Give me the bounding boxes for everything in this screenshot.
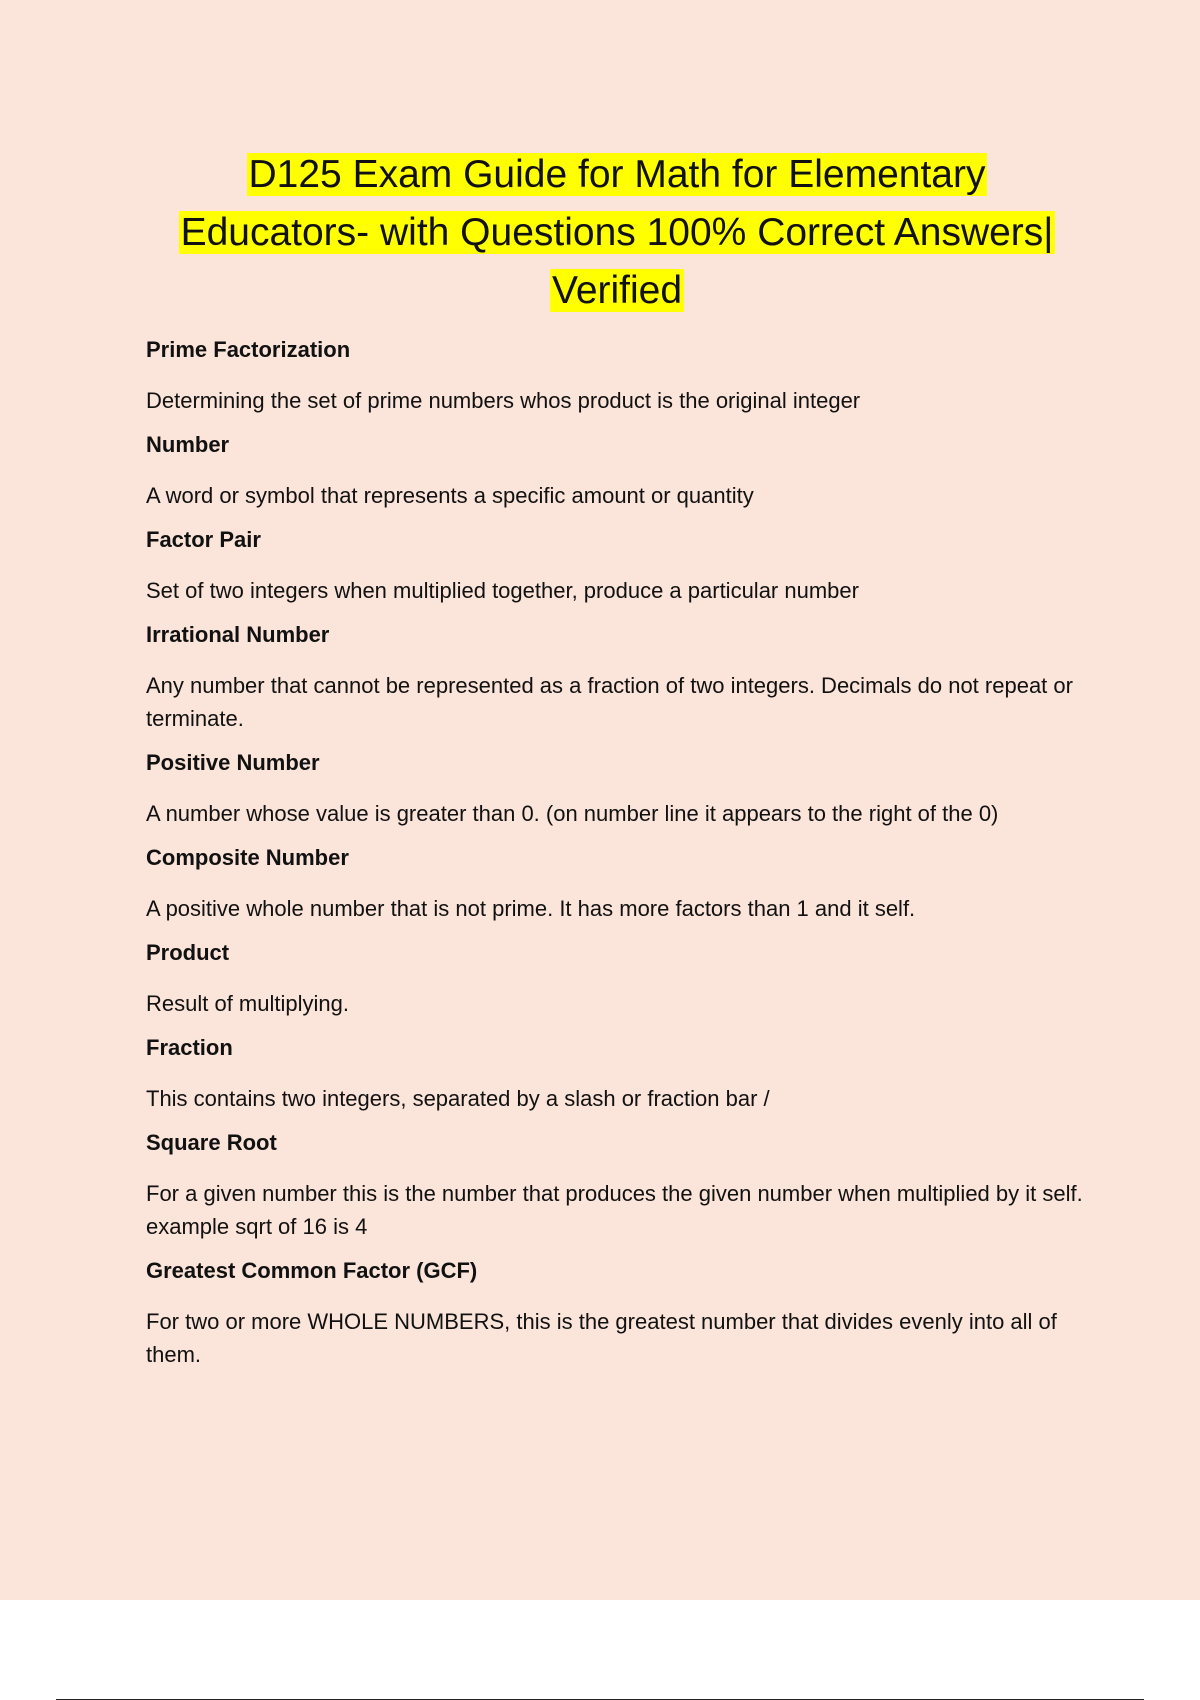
term-definition: This contains two integers, separated by a slash or fraction bar / [146,1086,770,1111]
term-definition: For two or more WHOLE NUMBERS, this is the greatest number that divides evenly into all of them. [146,1309,1057,1367]
term-definition: Result of multiplying. [146,991,349,1016]
title-line-1: D125 Exam Guide for Math for Elementary [248,153,986,196]
term-heading: Square Root [146,1130,277,1155]
term-heading: Number [146,432,230,457]
term-entry-factor-pair [146,526,1086,607]
term-heading: Irrational Number [146,622,330,647]
term-entry-composite-number [146,844,1086,925]
term-definition: A word or symbol that represents a specific amount or quantity [146,483,754,508]
title-line-3: Verified [551,269,683,312]
term-definition: Set of two integers when multiplied together, produce a particular number [146,578,859,603]
term-entry-prime-factorization [146,336,1086,417]
term-entry-fraction [146,1034,1086,1115]
term-list [146,336,1086,1385]
term-heading: Composite Number [146,845,349,870]
document-title [150,146,1084,320]
term-definition: Any number that cannot be represented as a fraction of two integers. Decimals do not repeat or terminate. [146,673,1073,731]
term-heading: Fraction [146,1035,233,1060]
term-entry-number [146,431,1086,512]
term-definition: For a given number this is the number that produces the given number when multiplied by it self. example sqrt of 16 is 4 [146,1181,1083,1239]
term-heading: Factor Pair [146,527,261,552]
term-entry-positive-number [146,749,1086,830]
term-entry-irrational-number [146,621,1086,735]
term-entry-product [146,939,1086,1020]
term-heading: Greatest Common Factor (GCF) [146,1258,478,1283]
title-line-2: Educators- with Questions 100% Correct Answers| [180,211,1054,254]
term-entry-gcf [146,1257,1086,1371]
term-definition: A positive whole number that is not prime. It has more factors than 1 and it self. [146,896,916,921]
term-heading: Product [146,940,230,965]
term-heading: Positive Number [146,750,320,775]
term-definition: Determining the set of prime numbers whos product is the original integer [146,388,861,413]
term-heading: Prime Factorization [146,337,351,362]
term-entry-square-root [146,1129,1086,1243]
term-definition: A number whose value is greater than 0. (on number line it appears to the right of the 0) [146,801,999,826]
